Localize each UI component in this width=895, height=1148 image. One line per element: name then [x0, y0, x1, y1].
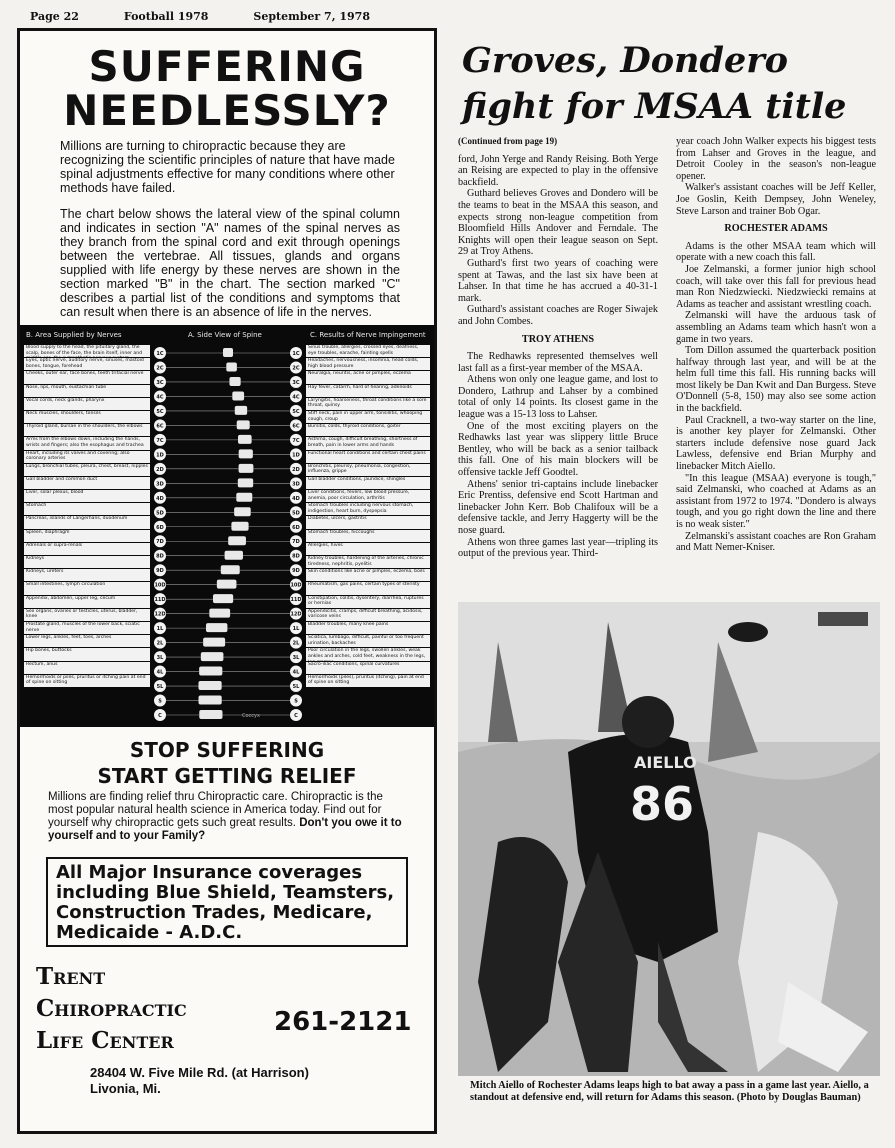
vertebra-label-right: 12D — [290, 611, 302, 618]
area-supplied-column — [24, 345, 150, 688]
article-paragraph: Guthard believes Groves and Dondero will be the teams to beat in the MSAA this season, and expects strong non-league competition from Bloomfield Hills Andover and Ferndale. The Knights will open their league season on Sept. 29 at Troy Athens. — [458, 188, 658, 258]
vertebra-body — [206, 623, 227, 632]
vertebra-body — [229, 377, 240, 386]
vertebra-label-right: 3C — [292, 379, 300, 386]
area-supplied-row: Spleen, diaphragm — [24, 530, 150, 542]
spine-chart-header — [20, 331, 434, 343]
area-supplied-row: Thyroid gland, bursae in the shoulders, the elbows — [24, 424, 150, 436]
clinic-address — [90, 1065, 309, 1097]
vertebra-label-right: 5D — [292, 510, 300, 517]
area-supplied-row: Eyes, optic nerve, auditory nerve, sinuses, mastoid bones, tongue, forehead — [24, 358, 150, 370]
article-paragraph: Athens' senior tri-captains include linebacker Eric Prentiss, defensive end Scott Hartman and linebacker John Kerr. Bob Chalifoux will be a defensive tackle, and Jerry Haggerty will be the nose guard. — [458, 478, 658, 536]
vertebra-body — [203, 638, 225, 647]
vertebra-label-right: 4C — [292, 394, 300, 401]
article-paragraph: Adams is the other MSAA team which will operate with a new coach this fall. — [676, 240, 876, 264]
vertebra-body — [225, 551, 243, 560]
header-area-supplied: B. Area Supplied by Nerves — [26, 331, 122, 339]
area-supplied-row: Prostate gland, muscles of the lower back, sciatic nerve — [24, 622, 150, 634]
area-supplied-row: Gall bladder and common duct — [24, 477, 150, 489]
nerve-result-row: Stiff neck, pain in upper arm, tonsillitis, whooping cough, croup — [306, 411, 430, 423]
vertebra-body — [235, 406, 247, 415]
section-name: Football 1978 — [123, 10, 209, 23]
clinic-name-line-3: Life Center — [36, 1027, 174, 1054]
ad-chart-description: The chart below shows the lateral view of the spinal column and indicates in section "A" names of the spinal nerves as they branch from the spinal cord and exit through openings between the vertebrae. All tissues, glands and organs supplied with life energy by these nerves are shown in the section marked "B" in the chart. The section marked "C" describes a partial list of the conditions and symptoms that can result when there is an absence of life in the nerves. — [60, 207, 400, 319]
area-supplied-row: Sex organs, ovaries or testicles, uterus, bladder, knee — [24, 609, 150, 621]
vertebra-label-right: 9D — [292, 568, 300, 575]
ad-headline-line-1: SUFFERING — [88, 42, 366, 91]
nerve-result-row: Gall bladder conditions, jaundice, shingles — [306, 477, 430, 489]
vertebra-label-left: 1L — [156, 626, 164, 633]
vertebra-label-left: 2D — [156, 466, 164, 473]
ad-headline — [20, 42, 434, 135]
vertebra-label-right: 1C — [292, 351, 300, 357]
vertebra-label-left: 4L — [156, 669, 164, 676]
area-supplied-row: Neck muscles, shoulders, tonsils — [24, 411, 150, 423]
relief-question: Don't you owe it to yourself and to your Family? — [48, 817, 402, 842]
vertebra-body — [199, 710, 222, 719]
vertebra-label-left: 10D — [154, 582, 166, 589]
article-paragraph: Paul Cracknell, a two-way starter on the line, is another key player for Zelmanski. Other starters include defensive nose guard Jack Lawless, defensive end Brian Murphy and linebacker Mitch Aiello. — [676, 414, 876, 473]
nerve-result-row: Constipation, colitis, dysentery, diarrhea, ruptures or hernias — [306, 596, 430, 608]
article-paragraph: Joe Zelmanski, a former junior high school coach, will take over this fall for previous head man Ron Niedzwiecki. Niedzwiecki remains at Adams as teacher and assistant wrestling coach. — [676, 263, 876, 310]
nerve-result-row: Poor circulation in the legs, swollen ankles, weak ankles and arches, cold feet, weakness in the legs, — [306, 648, 430, 660]
photo-caption: Mitch Aiello of Rochester Adams leaps high to bat away a pass in a game last year. Aiello, a standout at defensive end, will return for Adams this season. (Photo by Douglas Bauman) — [470, 1080, 869, 1103]
nerve-result-row: Skin conditions like acne or pimples, eczema, boils — [306, 569, 430, 581]
address-line-1: 28404 W. Five Mile Rd. (at Harrison) — [90, 1065, 309, 1080]
subhead-troy-athens: TROY ATHENS — [521, 333, 595, 345]
vertebra-body — [234, 507, 251, 516]
area-supplied-row: Hip bones, buttocks — [24, 648, 150, 660]
vertebra-label-right: 3D — [292, 481, 300, 488]
header-side-view: A. Side View of Spine — [188, 331, 262, 339]
vertebra-label-left: 2C — [156, 365, 164, 372]
vertebra-label-right: 11D — [290, 597, 302, 604]
vertebra-body — [213, 594, 233, 603]
vertebra-label-right: 7C — [292, 437, 300, 444]
area-supplied-row: Pancreas, islands of Langerhans, duodenum — [24, 516, 150, 528]
vertebra-label-left: 5D — [156, 510, 164, 517]
vertebra-label-left: 12D — [154, 611, 166, 618]
subhead-rochester-adams: ROCHESTER ADAMS — [724, 223, 828, 235]
vertebra-label-right: S — [294, 698, 298, 705]
article-paragraph: Zelmanski's assistant coaches are Ron Graham and Matt Nemer-Kniser. — [676, 530, 876, 554]
vertebra-label-right: 5L — [292, 684, 300, 691]
spine-chart — [20, 325, 434, 727]
vertebra-body — [221, 565, 240, 574]
area-supplied-row: Nose, lips, mouth, eustachian tube — [24, 385, 150, 397]
vertebra-label-left: 5L — [156, 684, 164, 691]
nerve-result-row: Laryngitis, hoarseness, throat conditions like a sore throat, quinsy — [306, 398, 430, 410]
vertebra-label-right: 10D — [290, 582, 302, 589]
article-paragraph: ford, John Yerge and Randy Reising. Both Yerge an Reising are expected to play in the offensive backfield. — [458, 153, 658, 188]
jersey-name: AIELLO — [634, 753, 697, 772]
article-paragraph: year coach John Walker expects his biggest tests from Lahser and Groves in the league, and Detroit Cooley in the season's non-league opener. — [676, 136, 876, 182]
vertebra-label-right: 7D — [292, 539, 300, 546]
start-relief-line: START GETTING RELIEF — [97, 764, 357, 788]
article-paragraph: Walker's assistant coaches will be Jeff Keller, Joe Goslin, Keith Dempsey, John Weneley, Steve Larson and trainer Bob Ogar. — [676, 182, 876, 217]
vertebra-body — [199, 696, 222, 705]
vertebra-label-right: 4D — [292, 495, 300, 502]
area-supplied-row: Arms from the elbows down, including the hands, wrists and fingers; also the esophagus and trachea — [24, 437, 150, 449]
nerve-result-row: Sacro-iliac conditions, spinal curvatures — [306, 662, 430, 674]
vertebra-label-left: 7D — [156, 539, 164, 546]
area-supplied-row: Stomach — [24, 503, 150, 515]
nerve-result-row: Bronchitis, pleurisy, pneumonia, congestion, influenza, grippe — [306, 464, 430, 476]
ad-headline-line-2: NEEDLESSLY? — [63, 86, 391, 135]
nerve-result-row: Functional heart conditions and certain chest pains — [306, 451, 430, 463]
clinic-name-line-1: Trent — [36, 963, 106, 990]
vertebra-label-right: 5C — [292, 408, 300, 415]
vertebra-body — [239, 449, 253, 458]
vertebra-body — [236, 493, 252, 502]
vertebra-label-right: 1D — [292, 452, 300, 459]
vertebra-body — [199, 667, 222, 676]
vertebra-label-right: 2D — [292, 466, 300, 473]
address-line-2: Livonia, Mi. — [90, 1081, 161, 1096]
ad-intro-text: Millions are turning to chiropractic because they are recognizing the scientific principles of nature that have made spinal adjustments effective for many conditions where other methods have failed. — [60, 139, 395, 195]
nerve-result-row: Neuralgia, neuritis, acne or pimples, eczema — [306, 371, 430, 383]
article-paragraph: Athens won three games last year—tripling its output of the previous year. Third- — [458, 536, 658, 560]
headline-line-2: fight for MSAA title — [462, 86, 847, 127]
nerve-result-row: Liver conditions, fevers, low blood pressure, anemia, poor circulation, arthritis — [306, 490, 430, 502]
article-paragraph: Guthard's first two years of coaching were spent at Tawas, and the last six have been at Lahser. In that time he has accrued a 40-31-1 mark. — [458, 257, 658, 304]
vertebra-body — [239, 464, 254, 473]
coccyx-label: Coccyx — [242, 713, 260, 719]
vertebra-label-left: 1C — [156, 351, 164, 357]
nerve-result-row: Sinus trouble, allergies, crossed eyes, deafness, eye troubles, earache, fainting spells — [306, 345, 430, 357]
vertebra-body — [201, 652, 224, 661]
article-headline — [462, 38, 887, 130]
vertebra-label-right: 2C — [292, 365, 300, 372]
nerve-results-column — [306, 345, 430, 688]
nerve-result-row: Rheumatism, gas pains, certain types of sterility — [306, 582, 430, 594]
vertebra-label-right: 4L — [292, 669, 300, 676]
stop-suffering-heading — [20, 737, 434, 789]
vertebra-body — [237, 420, 250, 429]
vertebra-body — [232, 391, 244, 400]
vertebra-label-left: 6C — [156, 423, 164, 430]
nerve-result-row: Kidney troubles, hardening of the arteries, chronic tiredness, nephritis, pyelitis — [306, 556, 430, 568]
nerve-result-row: Allergies, hives — [306, 543, 430, 555]
vertebra-label-left: 1D — [156, 452, 164, 459]
football-photo — [458, 602, 880, 1076]
relief-body: Millions are finding relief thru Chiropractic care. Chiropractic is the most popular natural health science in America today. Find out for yourself why chiropractic gets such great results. — [48, 791, 383, 829]
vertebra-label-right: 6D — [292, 524, 300, 531]
vertebra-body — [231, 522, 248, 531]
continued-note: (Continued from page 19) — [458, 136, 558, 146]
nerve-result-row: Diabetes, ulcers, gastritis — [306, 516, 430, 528]
vertebra-label-right: 6C — [292, 423, 300, 430]
vertebra-label-left: 8D — [156, 553, 164, 560]
area-supplied-row: Vocal cords, neck glands, pharynx — [24, 398, 150, 410]
vertebra-label-left: 3D — [156, 481, 164, 488]
nerve-result-row: Appendicitis, cramps, difficult breathing, acidosis, varicose veins — [306, 609, 430, 621]
article-column-1 — [458, 136, 658, 560]
vertebra-label-right: 1L — [292, 626, 300, 633]
nerve-result-row: Stomach troubles, hiccoughs — [306, 530, 430, 542]
nerve-result-row: Hay fever, catarrh, hard of hearing, adenoids — [306, 385, 430, 397]
area-supplied-row: Liver, solar plexus, blood — [24, 490, 150, 502]
vertebra-label-left: 2L — [156, 640, 164, 647]
article-paragraph: One of the most exciting players on the Redhawks last year was slippery little Bruce Bentley, who will be back as a senior tailback this fall. One of his main blockers will be offensive tackle Jeff Goodtel. — [458, 420, 658, 479]
clinic-name-line-2: Chiropractic — [36, 995, 187, 1022]
nerve-result-row: Asthma, cough, difficult breathing, shortness of breath, pain in lower arms and hands — [306, 437, 430, 449]
area-supplied-row: Cheeks, outer ear, face bones, teeth trifacial nerve — [24, 371, 150, 383]
article-paragraph: "In this league (MSAA) everyone is tough," said Zelmanski, who coached at Adams as an assistant from 1972 to 1974. "Dondero is always tough, and you go right down the line and there is no weak sister." — [676, 472, 876, 530]
clinic-phone: 261-2121 — [274, 1007, 412, 1037]
folio-line — [30, 10, 370, 26]
stop-suffering-line: STOP SUFFERING — [129, 738, 325, 762]
area-supplied-row: Kidneys, ureters — [24, 569, 150, 581]
nerve-result-row: Sciatica, lumbago, difficult, painful or too frequent urination, backaches — [306, 635, 430, 647]
vertebra-label-right: 8D — [292, 553, 300, 560]
relief-text — [48, 791, 410, 843]
area-supplied-row: Lower legs, ankles, feet, toes, arches — [24, 635, 150, 647]
vertebra-label-right: 3L — [292, 655, 300, 662]
vertebra-body — [228, 536, 246, 545]
article-paragraph: The Redhawks represented themselves well last fall as a first-year member of the MSAA. — [458, 351, 658, 374]
article-column-2 — [676, 136, 876, 554]
vertebra-body — [238, 435, 252, 444]
vertebra-body — [226, 362, 237, 371]
vertebra-body — [217, 580, 237, 589]
vertebra-body — [198, 681, 221, 690]
article-paragraph: Zelmanski will have the arduous task of assembling an Adams team which hasn't won a game in two years. — [676, 310, 876, 345]
vertebra-label-left: 4D — [156, 495, 164, 502]
nerve-result-row: Hemorrhoids (piles), pruritus (itching), pain at end of spine on sitting — [306, 675, 430, 687]
vertebra-label-left: 5C — [156, 408, 164, 415]
vertebra-label-left: 11D — [154, 597, 166, 604]
chiropractic-advertisement — [17, 28, 437, 1134]
article-paragraph: Guthard's assistant coaches are Roger Siwajek and John Combes. — [458, 304, 658, 327]
vertebra-label-right: 2L — [292, 640, 300, 647]
nerve-result-row: Stomach troubles including nervous stomach, indigestion, heart burn, dyspepsia — [306, 503, 430, 515]
vertebra-label-left: 3C — [156, 379, 164, 386]
vertebra-body — [223, 348, 233, 357]
vertebra-body — [209, 609, 230, 618]
vertebra-label-left: 9D — [156, 568, 164, 575]
area-supplied-row: Heart, including its valves and covering; also coronary arteries — [24, 451, 150, 463]
area-supplied-row: Kidneys — [24, 556, 150, 568]
vertebra-label-left: 3L — [156, 655, 164, 662]
issue-date: September 7, 1978 — [253, 10, 370, 23]
area-supplied-row: Appendix, abdomen, upper leg, cecum — [24, 596, 150, 608]
article-paragraph: Athens won only one league game, and lost to Dondero, Lathrup and Lahser by a combined total of only 14 points. Its closest game in the league was a 15-13 loss to Lahser. — [458, 374, 658, 421]
area-supplied-row: Adrenals or supra-renals — [24, 543, 150, 555]
header-results: C. Results of Nerve Impingement — [310, 331, 426, 339]
area-supplied-row: Lungs, bronchial tubes, pleura, chest, breast, nipples — [24, 464, 150, 476]
nerve-result-row: Headaches, nervousness, insomnia, head colds, high blood pressure — [306, 358, 430, 370]
spine-illustration — [150, 345, 306, 723]
vertebra-label-left: S — [158, 698, 162, 705]
area-supplied-row: Blood supply to the head, the pituitary gland, the scalp, bones of the face, the brain itself, inner and — [24, 345, 150, 357]
vertebra-label-left: 7C — [156, 437, 164, 444]
area-supplied-row: Rectum, anus — [24, 662, 150, 674]
page-number: Page 22 — [30, 10, 79, 23]
vertebra-label-left: 4C — [156, 394, 164, 401]
headline-line-1: Groves, Dondero — [462, 40, 789, 81]
nerve-result-row: Bursitis, colds, thyroid conditions, goiter — [306, 424, 430, 436]
vertebra-label-right: C — [294, 713, 298, 719]
vertebra-label-left: 6D — [156, 524, 164, 531]
clinic-name — [36, 961, 187, 1057]
vertebra-label-left: C — [158, 713, 162, 719]
article-paragraph: Tom Dillon assumed the quarterback position halfway through last year, and will be at the helm full time this fall. His running backs will most likely be Dan Kwit and Dan Burgess. Steve O'Donnell (5-8, 150) may also see some action in the backfield. — [676, 345, 876, 415]
area-supplied-row: Hemorrhoids or piles, pruritus or itching pain at end of spine on sitting — [24, 675, 150, 687]
jersey-number: 86 — [630, 777, 695, 831]
vertebra-body — [238, 478, 253, 487]
area-supplied-row: Small intestines, lymph circulation — [24, 582, 150, 594]
insurance-box: All Major Insurance coverages including Blue Shield, Teamsters, Construction Trades, Medicare, Medicaide - A.D.C. — [46, 857, 408, 947]
nerve-result-row: Bladder troubles, many knee pains — [306, 622, 430, 634]
